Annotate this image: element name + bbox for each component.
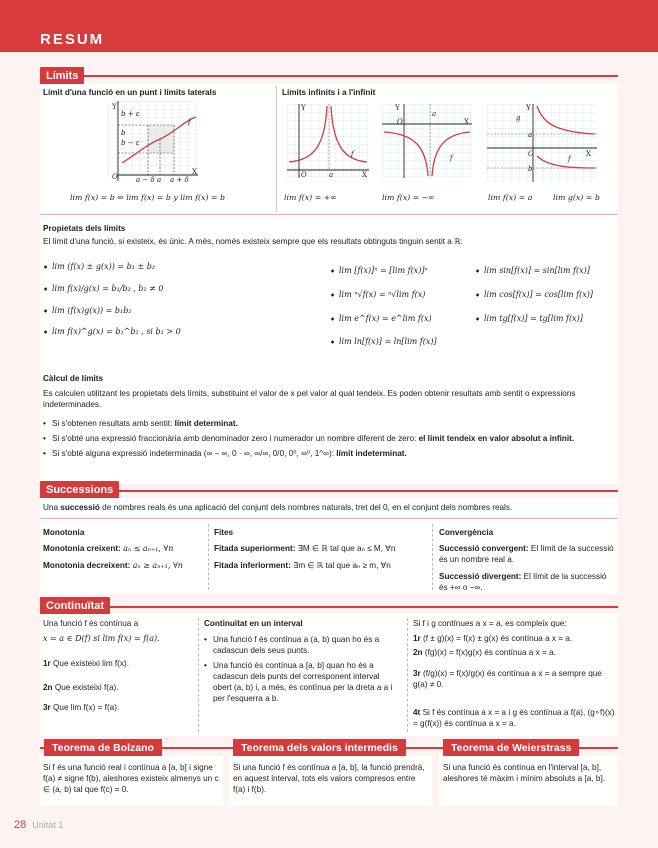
fites-title: Fites	[214, 528, 234, 537]
successions-separator	[40, 518, 618, 519]
calc-item: • Si s'obté una expressió fraccionària amb denominador zero i numerador un nombre diferent de zero: el límit tendeix en valor absolut a infinit.	[43, 433, 615, 444]
weierstrass-text: Si una funció és contínua en l'interval [a, b], aleshores té màxim i mínim absoluts a [a, b].	[443, 763, 605, 784]
succ-divider-1	[208, 524, 209, 590]
limit-plus-inf-caption: lim f(x) = +∞	[284, 193, 337, 202]
g4-f: f	[568, 155, 571, 163]
fites-upper: Fitada superiorment: ∃M ∈ ℝ tal que aₙ ≤ M, ∀n	[214, 544, 396, 553]
calc-item: • Si s'obtenen resultats amb sentit: límit determinat.	[43, 418, 615, 429]
prop-item: • lim f(x)^g(x) = b₁^b₂ , si b₁ > 0	[43, 327, 213, 338]
g1-a-plus: a + δ	[170, 176, 189, 184]
prop-item: • lim sin[f(x)] = sin[lim f(x)]	[475, 266, 615, 277]
limit-plus-inf-graph	[287, 104, 369, 178]
convergence-title: Convergència	[439, 528, 494, 537]
calc-intro: Es calculen utilitzant les propietats dels límits, substituint el valor de x pel valor al qual tendeix. Es poden obtenir resultats amb sentit o expressions indeterminades.	[43, 389, 576, 410]
page-title: RESUM	[40, 31, 105, 48]
prop-item: • lim f(x)/g(x) = b₁/b₂ , b₂ ≠ 0	[43, 284, 213, 295]
limit-infinity-caption-a: lim f(x) = a	[488, 193, 533, 202]
footer	[14, 818, 63, 833]
limits-point-title: Límit d'una funció en un punt i límits laterals	[43, 88, 217, 97]
successions-intro: Una successió de nombres reals és una aplicació del conjunt dels nombres naturals, tret del 0, en el conjunt dels nombres reals.	[43, 503, 513, 512]
g1-y-label: Y	[112, 103, 117, 111]
operation-4: 4t Si f és contínua a x = a i g és contínua a f(a), (g∘f)(x) = g(f(x)) és contínua a x = a.	[413, 708, 615, 729]
bolzano-text: Si f és una funció real i contínua a [a, b] i signe f(a) ≠ signe f(b), aleshores existeix almenys un c ∈ (a, b) tal que f(c) = 0.	[43, 763, 219, 795]
continuity-req-1: 1r Que existeixi lim f(x).	[43, 659, 130, 668]
g4-b: b	[528, 165, 533, 173]
operation-2: 2n (fg)(x) = f(x)g(x) és contínua a x = a.	[413, 648, 556, 657]
prop-item: • lim e^f(x) = e^lim f(x)	[330, 314, 470, 325]
calc-list	[43, 418, 615, 468]
header-bar	[0, 0, 658, 52]
interval-list	[204, 634, 400, 713]
bolzano-tag: Teorema de Bolzano	[44, 739, 162, 757]
g4-g: g	[516, 114, 521, 122]
intermediate-text: Si una funció f és contínua a [a, b], la funció prendrà, en aquest interval, tots els valors compresos entre f(a) i f(b).	[233, 763, 425, 795]
interval-title: Continuïtat en un interval	[204, 619, 303, 628]
props-mid-list	[330, 266, 470, 357]
monotonia-increasing: Monotonia creixent: aₙ ≤ aₙ₊₁, ∀n	[43, 544, 174, 553]
g1-b: b	[121, 129, 126, 137]
props-title: Propietats dels límits	[43, 224, 126, 233]
interval-item: • Una funció és contínua a [a, b] quan ho és a cadascun dels punts del corresponent interval obert (a, b) i, a més, és contínua per la dreta a a i per l'esquerra a b.	[204, 660, 400, 704]
limit-point-caption: lim f(x) = b ⇔ lim f(x) = b y lim f(x) = b	[70, 193, 225, 202]
interval-item: • Una funció f és contínua a (a, b) quan ho és a cadascun dels seus punts.	[204, 634, 400, 656]
successions-tag: Successions	[40, 481, 119, 500]
g1-x-label: X	[192, 168, 197, 176]
page-number: 28	[14, 819, 27, 831]
g1-a-minus: a − δ	[136, 176, 155, 184]
successions-rule	[40, 490, 618, 492]
limit-minus-inf-caption: lim f(x) = −∞	[382, 193, 435, 202]
operations-intro: Si f i g contínues a x = a, es compleix que:	[413, 619, 567, 628]
limits-infinite-title: Límits infinits i a l'infinit	[282, 88, 376, 97]
continuity-req-3: 3r Que lim f(x) = f(a).	[43, 703, 120, 712]
limit-at-infinity-graph	[487, 104, 597, 182]
g2-f: f	[351, 150, 354, 158]
cont-divider-1	[198, 618, 199, 732]
props-left-list	[43, 262, 213, 347]
g3-o: O	[397, 118, 403, 126]
limits-rule	[40, 75, 618, 77]
continuity-condition: x = a ∈ D(f) si lim f(x) = f(a).	[43, 634, 160, 643]
operation-3: 3r (f/g)(x) = f(x)/g(x) és contínua a x = a sempre que g(a) ≠ 0.	[413, 669, 602, 690]
g2-y: Y	[301, 104, 306, 112]
limit-infinity-caption-b: lim g(x) = b	[553, 193, 600, 202]
weierstrass-tag: Teorema de Weierstrass	[443, 739, 579, 757]
prop-item: • lim (f(x) ± g(x)) = b₁ ± b₂	[43, 262, 213, 273]
g3-x: X	[464, 118, 469, 126]
calc-title: Càlcul de límits	[43, 374, 104, 383]
limit-minus-inf-graph	[382, 104, 472, 178]
g4-o: O	[528, 150, 534, 158]
fites-lower: Fitada inferiorment: ∃m ∈ ℝ tal que aₙ ≥ m, ∀n	[214, 561, 391, 570]
g3-y: Y	[395, 104, 400, 112]
prop-item: • lim [f(x)]ⁿ = [lim f(x)]ⁿ	[330, 266, 470, 277]
prop-item: • lim (f(x)g(x)) = b₁b₂	[43, 306, 213, 317]
g1-a: a	[157, 176, 162, 184]
operation-1: 1r (f ± g)(x) = f(x) ± g(x) és contínua a x = a.	[413, 634, 573, 643]
prop-item: • lim cos[f(x)] = cos[lim f(x)]	[475, 290, 615, 301]
convergent: Successió convergent: El límit de la successió és un nombre real a.	[439, 544, 614, 565]
prop-item: • lim ⁿ√f(x) = ⁿ√lim f(x)	[330, 290, 470, 301]
unit-label: Unitat 1	[32, 820, 64, 830]
continuity-tag: Continuïtat	[40, 597, 110, 616]
g1-f: f	[188, 118, 191, 126]
props-separator	[40, 214, 618, 215]
g2-o: O	[301, 171, 307, 179]
g1-origin: O	[112, 173, 118, 181]
prop-item: • lim ln[f(x)] = ln[lim f(x)]	[330, 337, 470, 348]
prop-item: • lim tg[f(x)] = tg[lim f(x)]	[475, 314, 615, 325]
divergent: Successió divergent: El límit de la successió és +∞ o −∞.	[439, 572, 607, 593]
props-intro: El límit d'una funció, si existeix, és únic. A més, només existeix sempre que els resultats obtinguts tinguin sentit a ℝ:	[43, 237, 463, 246]
g3-f: f	[450, 154, 453, 162]
limits-tag: Límits	[40, 67, 84, 86]
calc-item: • Si s'obté alguna expressió indeterminada (∞ − ∞, 0 · ∞, ∞/∞, 0/0, 0⁰, ∞⁰, 1^∞): límit indeterminat.	[43, 448, 615, 459]
g1-b-plus: b + ε	[121, 110, 140, 118]
g2-x: X	[362, 171, 367, 179]
monotonia-title: Monotonia	[43, 528, 85, 537]
monotonia-decreasing: Monotonia decreixent: aₙ ≥ aₙ₊₁, ∀n	[43, 561, 183, 570]
g2-a: a	[329, 171, 334, 179]
g4-x: X	[586, 150, 591, 158]
continuity-intro: Una funció f és contínua a	[43, 619, 139, 628]
g4-a: a	[528, 131, 533, 139]
intermediate-tag: Teorema dels valors intermedis	[233, 739, 406, 757]
g4-y: Y	[526, 104, 531, 112]
cont-divider-2	[407, 618, 408, 732]
succ-divider-2	[432, 524, 433, 590]
continuity-rule	[40, 606, 618, 608]
limits-divider	[276, 86, 277, 212]
g3-a: a	[432, 110, 437, 118]
g1-b-minus: b − ε	[121, 139, 140, 147]
props-right-list	[475, 266, 615, 333]
continuity-req-2: 2n Que existeixi f(a).	[43, 683, 119, 692]
